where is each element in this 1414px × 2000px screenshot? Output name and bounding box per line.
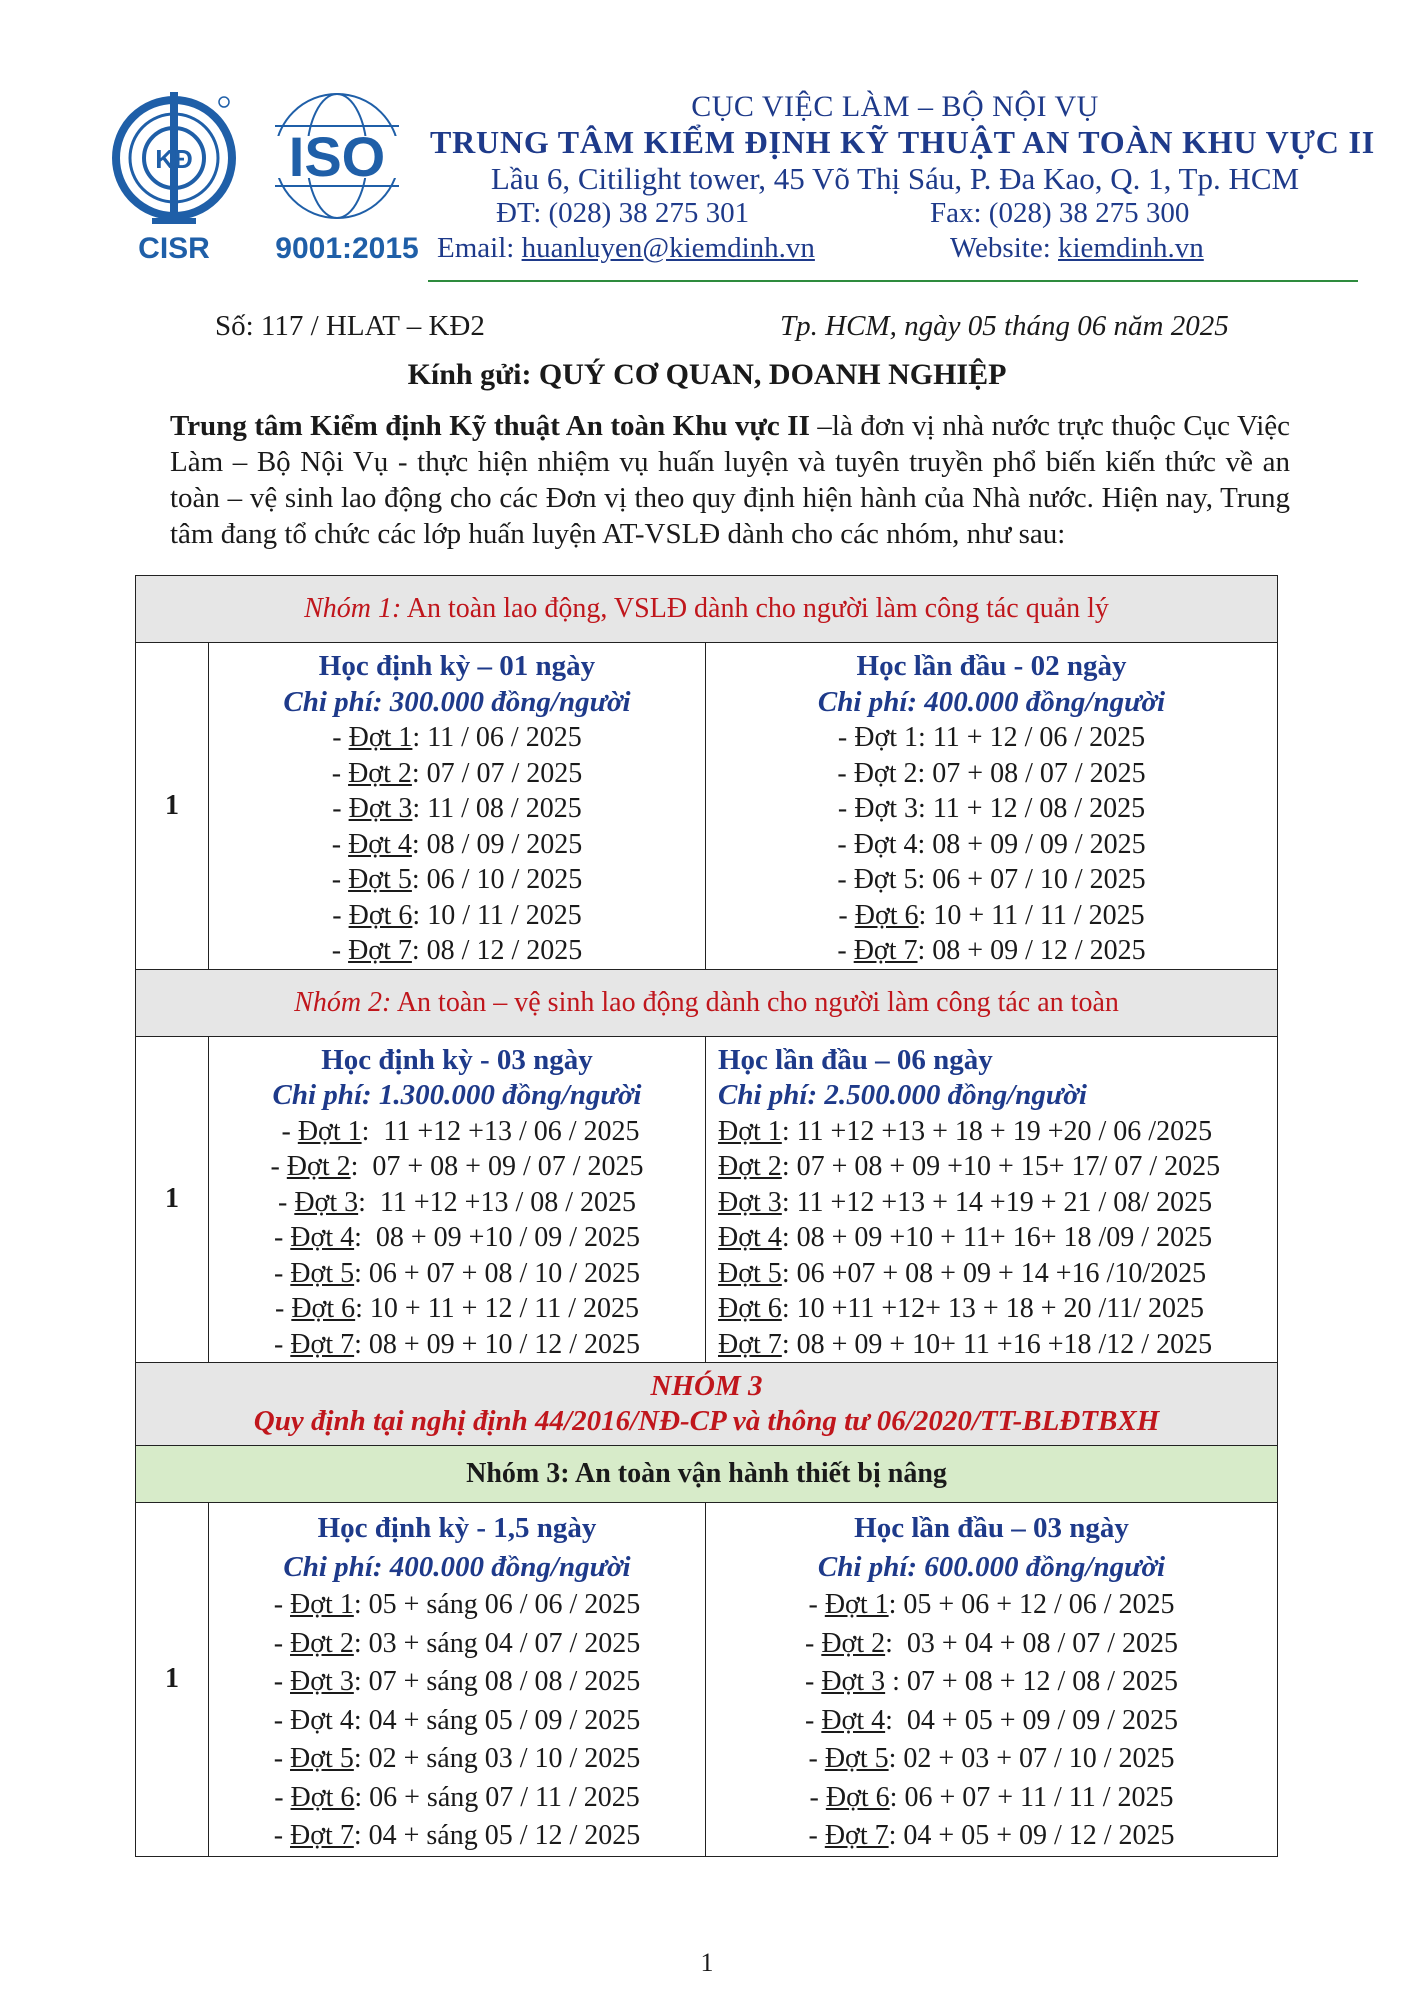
session-label: Đợt 1 (297, 1115, 362, 1147)
session-prefix: - (837, 828, 854, 860)
session-row (209, 1779, 705, 1818)
session-sep: : (918, 722, 926, 753)
session-sep: : (353, 1743, 362, 1774)
session-row (706, 933, 1277, 969)
cisr-logo-text: CISR (138, 232, 210, 265)
session-prefix: - (332, 722, 349, 753)
session-dates: 11 +12 +13 + 14 +19 + 21 / 08/ 2025 (789, 1186, 1213, 1218)
group-schedule-row (136, 643, 1278, 970)
header-email-line (437, 232, 815, 265)
session-dates: 11 + 12 / 06 / 2025 (925, 722, 1146, 753)
session-dates: 04 + sáng 05 / 09 / 2025 (361, 1704, 641, 1736)
session-row (209, 1291, 705, 1327)
session-sep: : (354, 1328, 362, 1360)
group-schedule-row (136, 1036, 1278, 1363)
session-sep: : (918, 899, 927, 931)
session-sep: : (354, 1222, 362, 1253)
session-prefix: - (838, 899, 855, 931)
session-dates: 11 +12 +13 / 06 / 2025 (369, 1115, 640, 1147)
session-row (706, 898, 1277, 934)
session-label: Đợt 3 (718, 1186, 782, 1218)
session-label: Đợt 5 (824, 1743, 889, 1774)
session-label: Đợt 1 (290, 1589, 354, 1620)
session-prefix: - (837, 793, 855, 824)
session-sep: : (917, 757, 926, 789)
session-sep: : (781, 1222, 790, 1253)
session-sep: : (354, 1257, 362, 1289)
header-fax: Fax: (028) 38 275 300 (930, 197, 1190, 229)
greeting: Kính gửi: QUÝ CƠ QUAN, DOANH NGHIỆP (407, 358, 1007, 391)
initial-course-cell (706, 1036, 1278, 1363)
session-sep: : (781, 1186, 790, 1218)
session-dates: 06 + 07 / 10 / 2025 (925, 864, 1146, 895)
document-date: Tp. HCM, ngày 05 tháng 06 năm 2025 (780, 310, 1229, 342)
session-dates: 07 / 07 / 2025 (419, 757, 583, 789)
session-label: Đợt 1 (824, 1589, 889, 1620)
session-dates: 02 + 03 + 07 / 10 / 2025 (896, 1743, 1175, 1774)
session-dates: 07 + 08 / 07 / 2025 (925, 757, 1146, 789)
row-number: 1 (136, 1036, 209, 1363)
session-dates: 08 + 09 + 10 / 12 / 2025 (361, 1328, 641, 1360)
session-dates: 07 + sáng 08 / 08 / 2025 (361, 1666, 641, 1697)
session-prefix: - (332, 899, 349, 931)
session-dates: 08 / 12 / 2025 (419, 935, 583, 966)
session-dates: 08 + 09 + 10+ 11 +16 +18 /12 / 2025 (789, 1328, 1213, 1360)
session-row (718, 1327, 1277, 1363)
session-sep: : (885, 1627, 893, 1659)
group-header-row (136, 969, 1278, 1036)
group-label: Nhóm 2: (294, 986, 392, 1018)
session-row (706, 720, 1277, 756)
session-sep: : (358, 1186, 366, 1218)
group3-banner-row (136, 1363, 1278, 1446)
session-row (209, 1220, 705, 1256)
session-label: Đợt 7 (348, 935, 412, 966)
session-dates: 10 + 11 + 12 / 11 / 2025 (362, 1293, 639, 1324)
refresher-course-cell (209, 1503, 706, 1857)
session-prefix: - (837, 722, 855, 753)
session-row (209, 1625, 705, 1664)
session-prefix: - (331, 757, 349, 789)
session-label: Đợt 2 (290, 1627, 354, 1659)
session-row (706, 756, 1277, 792)
session-sep: : (353, 1666, 362, 1697)
schedule-table (135, 575, 1278, 1857)
session-dates: 10 + 11 / 11 / 2025 (926, 899, 1145, 931)
logos (112, 86, 422, 276)
session-prefix: - (273, 1257, 291, 1289)
session-dates: 08 / 09 / 2025 (419, 828, 583, 860)
session-row (209, 862, 705, 898)
course-title: Học lần đầu - 02 ngày (856, 650, 1127, 682)
session-dates: 08 + 09 +10 / 09 / 2025 (361, 1222, 641, 1253)
session-sep: : (354, 1781, 363, 1813)
session-label: Đợt 5 (290, 1743, 354, 1774)
session-prefix: - (273, 1820, 291, 1851)
email-label: Email: (437, 232, 522, 264)
session-row (209, 756, 705, 792)
session-sep: : (917, 864, 926, 895)
session-row (706, 827, 1277, 863)
session-row (209, 1185, 705, 1221)
session-prefix: - (808, 1589, 825, 1620)
session-row (209, 1817, 705, 1856)
session-prefix: - (331, 864, 349, 895)
session-prefix: - (804, 1666, 822, 1697)
group-header (136, 969, 1278, 1036)
session-prefix: - (274, 1781, 291, 1813)
session-label: Đợt 6 (854, 899, 919, 931)
session-dates: 10 +11 +12+ 13 + 18 + 20 /11/ 2025 (789, 1293, 1205, 1324)
session-dates: 06 + sáng 07 / 11 / 2025 (362, 1781, 640, 1813)
session-row (209, 1114, 705, 1150)
email-link[interactable]: huanluyen@kiemdinh.vn (521, 232, 815, 264)
session-label: Đợt 1 (854, 722, 919, 753)
session-prefix: - (332, 793, 349, 824)
session-sep: : (918, 793, 926, 824)
iso-code-text: 9001:2015 (275, 232, 419, 265)
course-fee: Chi phí: 300.000 đồng/người (283, 685, 631, 718)
session-row (718, 1291, 1277, 1327)
session-row (209, 720, 705, 756)
session-prefix: - (277, 1186, 295, 1218)
initial-course-cell (706, 643, 1278, 970)
session-prefix: - (274, 1115, 298, 1147)
session-sep: : (781, 1293, 790, 1324)
session-dates: 06 + 07 + 08 / 10 / 2025 (361, 1257, 641, 1289)
session-prefix: - (273, 1627, 291, 1659)
session-row (209, 827, 705, 863)
session-label: Đợt 3 (854, 793, 919, 824)
session-label: Đợt 3 (821, 1666, 886, 1697)
header-website-line (950, 232, 1204, 265)
session-row (209, 1327, 705, 1363)
header-address: Lầu 6, Citilight tower, 45 Võ Thị Sáu, P. Đa Kao, Q. 1, Tp. HCM (490, 161, 1300, 196)
session-label: Đợt 3 (294, 1186, 359, 1218)
session-label: Đợt 4 (853, 828, 918, 860)
session-sep: : (888, 1743, 897, 1774)
session-prefix: - (837, 757, 854, 789)
session-sep: : (781, 1115, 790, 1147)
session-row (718, 1185, 1277, 1221)
session-label: Đợt 7 (824, 1820, 889, 1851)
session-sep: : (353, 1704, 362, 1736)
session-prefix: - (273, 1704, 291, 1736)
session-dates: 11 / 08 / 2025 (420, 793, 582, 824)
session-sep: : (411, 935, 420, 966)
session-row (718, 1256, 1277, 1292)
session-prefix: - (808, 1820, 825, 1851)
session-prefix: - (837, 864, 854, 895)
session-label: Đợt 5 (718, 1257, 782, 1289)
session-row (718, 1149, 1277, 1185)
initial-course-cell (706, 1503, 1278, 1857)
session-label: Đợt 7 (853, 935, 918, 966)
session-row (706, 791, 1277, 827)
session-sep: : (888, 1589, 897, 1620)
refresher-course-cell (209, 643, 706, 970)
svg-text:KĐ: KĐ (155, 144, 193, 174)
session-label: Đợt 4 (290, 1704, 354, 1736)
session-dates: 06 / 10 / 2025 (419, 864, 583, 895)
session-dates: 11 +12 +13 / 08 / 2025 (365, 1186, 637, 1218)
iso-logo-icon (262, 94, 412, 218)
group-title: An toàn – vệ sinh lao động dành cho người làm công tác an toàn (391, 986, 1119, 1018)
session-row (706, 1817, 1277, 1856)
session-dates: 02 + sáng 03 / 10 / 2025 (361, 1743, 641, 1774)
header-department: CỤC VIỆC LÀM – BỘ NỘI VỤ (691, 90, 1099, 123)
session-dates: 11 +12 +13 + 18 + 19 +20 / 06 /2025 (789, 1115, 1213, 1147)
session-dates: 04 + 05 + 09 / 09 / 2025 (892, 1704, 1179, 1736)
intro-paragraph (170, 408, 1290, 552)
session-row (718, 1114, 1277, 1150)
session-dates: 07 + 08 + 09 +10 + 15+ 17/ 07 / 2025 (789, 1151, 1221, 1182)
session-label: Đợt 2 (286, 1151, 351, 1182)
session-sep: : (353, 1627, 362, 1659)
session-label: Đợt 6 (348, 899, 413, 931)
session-sep: : (412, 722, 421, 753)
session-dates: 11 / 06 / 2025 (420, 722, 582, 753)
session-sep: : (350, 1151, 359, 1182)
session-sep: : (411, 828, 420, 860)
course-title: Học định kỳ - 1,5 ngày (317, 1512, 597, 1544)
session-sep: : (412, 899, 421, 931)
document-number: Số: 117 / HLAT – KĐ2 (215, 310, 485, 342)
course-fee: Chi phí: 400.000 đồng/người (283, 1550, 631, 1583)
session-prefix: - (331, 828, 349, 860)
session-sep: : (917, 828, 926, 860)
iso-logo-text: ISO (288, 125, 386, 188)
session-dates: 05 + 06 + 12 / 06 / 2025 (896, 1589, 1175, 1620)
session-label: Đợt 5 (290, 1257, 355, 1289)
session-prefix: - (273, 1328, 291, 1360)
session-dates: 03 + 04 + 08 / 07 / 2025 (892, 1627, 1179, 1659)
session-label: Đợt 2 (718, 1151, 782, 1182)
session-prefix: - (837, 935, 854, 966)
course-fee: Chi phí: 1.300.000 đồng/người (272, 1079, 642, 1111)
session-label: Đợt 2 (821, 1627, 886, 1659)
session-sep: : (781, 1151, 790, 1182)
session-label: Đợt 6 (291, 1293, 356, 1324)
header-phone: ĐT: (028) 38 275 301 (496, 197, 750, 229)
website-link[interactable]: kiemdinh.vn (1058, 232, 1204, 264)
group3-banner (136, 1363, 1278, 1446)
page-number: 1 (700, 1948, 714, 1977)
group-title: An toàn lao động, VSLĐ dành cho người làm công tác quản lý (401, 593, 1109, 624)
session-dates: 07 + 08 + 09 / 07 / 2025 (358, 1151, 644, 1182)
course-fee: Chi phí: 600.000 đồng/người (817, 1550, 1166, 1583)
group3-subheader: Nhóm 3: An toàn vận hành thiết bị nâng (136, 1446, 1278, 1503)
website-label: Website: (950, 232, 1058, 264)
session-sep: : (781, 1257, 790, 1289)
session-label: Đợt 7 (718, 1328, 782, 1360)
session-label: Đợt 6 (825, 1781, 890, 1813)
session-sep: : (917, 935, 926, 966)
session-sep: : (411, 864, 420, 895)
session-label: Đợt 3 (290, 1666, 354, 1697)
group3-subheader-row (136, 1446, 1278, 1503)
session-label: Đợt 6 (718, 1293, 782, 1324)
session-dates: 08 + 09 +10 + 11+ 16+ 18 /09 / 2025 (789, 1222, 1213, 1253)
session-prefix: - (273, 1222, 291, 1253)
session-label: Đợt 1 (348, 722, 413, 753)
session-label: Đợt 6 (290, 1781, 355, 1813)
session-row (209, 1740, 705, 1779)
session-row (706, 1625, 1277, 1664)
session-dates: 05 + sáng 06 / 06 / 2025 (361, 1589, 641, 1620)
group-label: Nhóm 1: (304, 593, 402, 624)
session-row (706, 1663, 1277, 1702)
session-label: Đợt 5 (853, 864, 918, 895)
group-header-row (136, 576, 1278, 643)
intro-text: –là đơn vị nhà nước trực thuộc Cục Việc Làm – Bộ Nội Vụ - thực hiện nhiệm vụ huấn luyện và tuyên truyền phổ biến kiến thức về an toàn – vệ sinh lao động cho các Đơn vị theo quy định hiện hành của Nhà nước. Hiện nay, Trung tâm đang tổ chức các lớp huấn luyện AT-VSLĐ dành cho các nhóm, như sau: (170, 410, 1291, 550)
session-label: Đợt 7 (290, 1328, 355, 1360)
session-prefix: - (273, 1666, 291, 1697)
session-row (706, 1740, 1277, 1779)
session-row (209, 1663, 705, 1702)
header-divider (428, 280, 1358, 282)
session-dates: 08 + 09 / 12 / 2025 (925, 935, 1146, 966)
session-sep: : (355, 1293, 363, 1324)
session-sep: : (353, 1589, 362, 1620)
session-label: Đợt 2 (853, 757, 918, 789)
header-center-name: TRUNG TÂM KIỂM ĐỊNH KỸ THUẬT AN TOÀN KHU VỰC II (430, 124, 1375, 160)
session-row (209, 791, 705, 827)
session-row (706, 862, 1277, 898)
group-header (136, 576, 1278, 643)
session-row (209, 1586, 705, 1625)
session-dates: 11 + 12 / 08 / 2025 (925, 793, 1146, 824)
session-dates: 06 + 07 + 11 / 11 / 2025 (897, 1781, 1174, 1813)
session-prefix: - (804, 1704, 822, 1736)
session-label: Đợt 3 (348, 793, 413, 824)
session-row (706, 1779, 1277, 1818)
cisr-logo-icon (112, 86, 422, 276)
session-dates: 03 + sáng 04 / 07 / 2025 (361, 1627, 641, 1659)
group-schedule-row (136, 1503, 1278, 1857)
session-sep: : (885, 1666, 900, 1697)
course-title: Học lần đầu – 03 ngày (854, 1512, 1129, 1544)
session-dates: 08 + 09 / 09 / 2025 (925, 828, 1146, 860)
row-number: 1 (136, 1503, 209, 1857)
session-dates: 07 + 08 + 12 / 08 / 2025 (899, 1666, 1179, 1697)
intro-org-name: Trung tâm Kiểm định Kỹ thuật An toàn Khu vực II (170, 410, 810, 442)
session-prefix: - (275, 1293, 292, 1324)
session-label: Đợt 1 (718, 1115, 782, 1147)
session-sep: : (411, 757, 420, 789)
session-sep: : (781, 1328, 790, 1360)
session-sep: : (353, 1820, 362, 1851)
session-row (718, 1220, 1277, 1256)
course-fee: Chi phí: 400.000 đồng/người (817, 685, 1166, 718)
session-row (209, 933, 705, 969)
session-row (706, 1702, 1277, 1741)
session-label: Đợt 4 (290, 1222, 355, 1253)
session-label: Đợt 5 (348, 864, 412, 895)
refresher-course-cell (209, 1036, 706, 1363)
session-prefix: - (804, 1627, 822, 1659)
session-sep: : (361, 1115, 370, 1147)
session-prefix: - (809, 1781, 826, 1813)
session-dates: 06 +07 + 08 + 09 + 14 +16 /10/2025 (789, 1257, 1207, 1289)
course-title: Học định kỳ – 01 ngày (318, 650, 596, 682)
course-title: Học lần đầu – 06 ngày (718, 1043, 993, 1076)
course-title: Học định kỳ - 03 ngày (321, 1043, 593, 1076)
session-row (209, 1702, 705, 1741)
session-row (209, 1149, 705, 1185)
session-sep: : (888, 1820, 897, 1851)
session-prefix: - (331, 935, 349, 966)
session-prefix: - (273, 1589, 291, 1620)
session-dates: 10 / 11 / 2025 (420, 899, 582, 931)
session-prefix: - (270, 1151, 287, 1182)
row-number: 1 (136, 643, 209, 970)
group3-regulation: Quy định tại nghị định 44/2016/NĐ-CP và thông tư 06/2020/TT-BLĐTBXH (253, 1405, 1160, 1437)
session-label: Đợt 7 (290, 1820, 354, 1851)
session-sep: : (885, 1704, 893, 1736)
session-label: Đợt 2 (348, 757, 412, 789)
session-label: Đợt 4 (821, 1704, 886, 1736)
session-sep: : (412, 793, 421, 824)
session-row (209, 898, 705, 934)
session-row (706, 1586, 1277, 1625)
session-label: Đợt 4 (348, 828, 412, 860)
session-prefix: - (808, 1743, 825, 1774)
session-sep: : (889, 1781, 898, 1813)
session-dates: 04 + sáng 05 / 12 / 2025 (361, 1820, 641, 1851)
session-prefix: - (273, 1743, 291, 1774)
session-dates: 04 + 05 + 09 / 12 / 2025 (896, 1820, 1175, 1851)
session-row (209, 1256, 705, 1292)
group3-title: NHÓM 3 (650, 1370, 763, 1402)
session-label: Đợt 4 (718, 1222, 782, 1253)
course-fee: Chi phí: 2.500.000 đồng/người (718, 1079, 1087, 1111)
